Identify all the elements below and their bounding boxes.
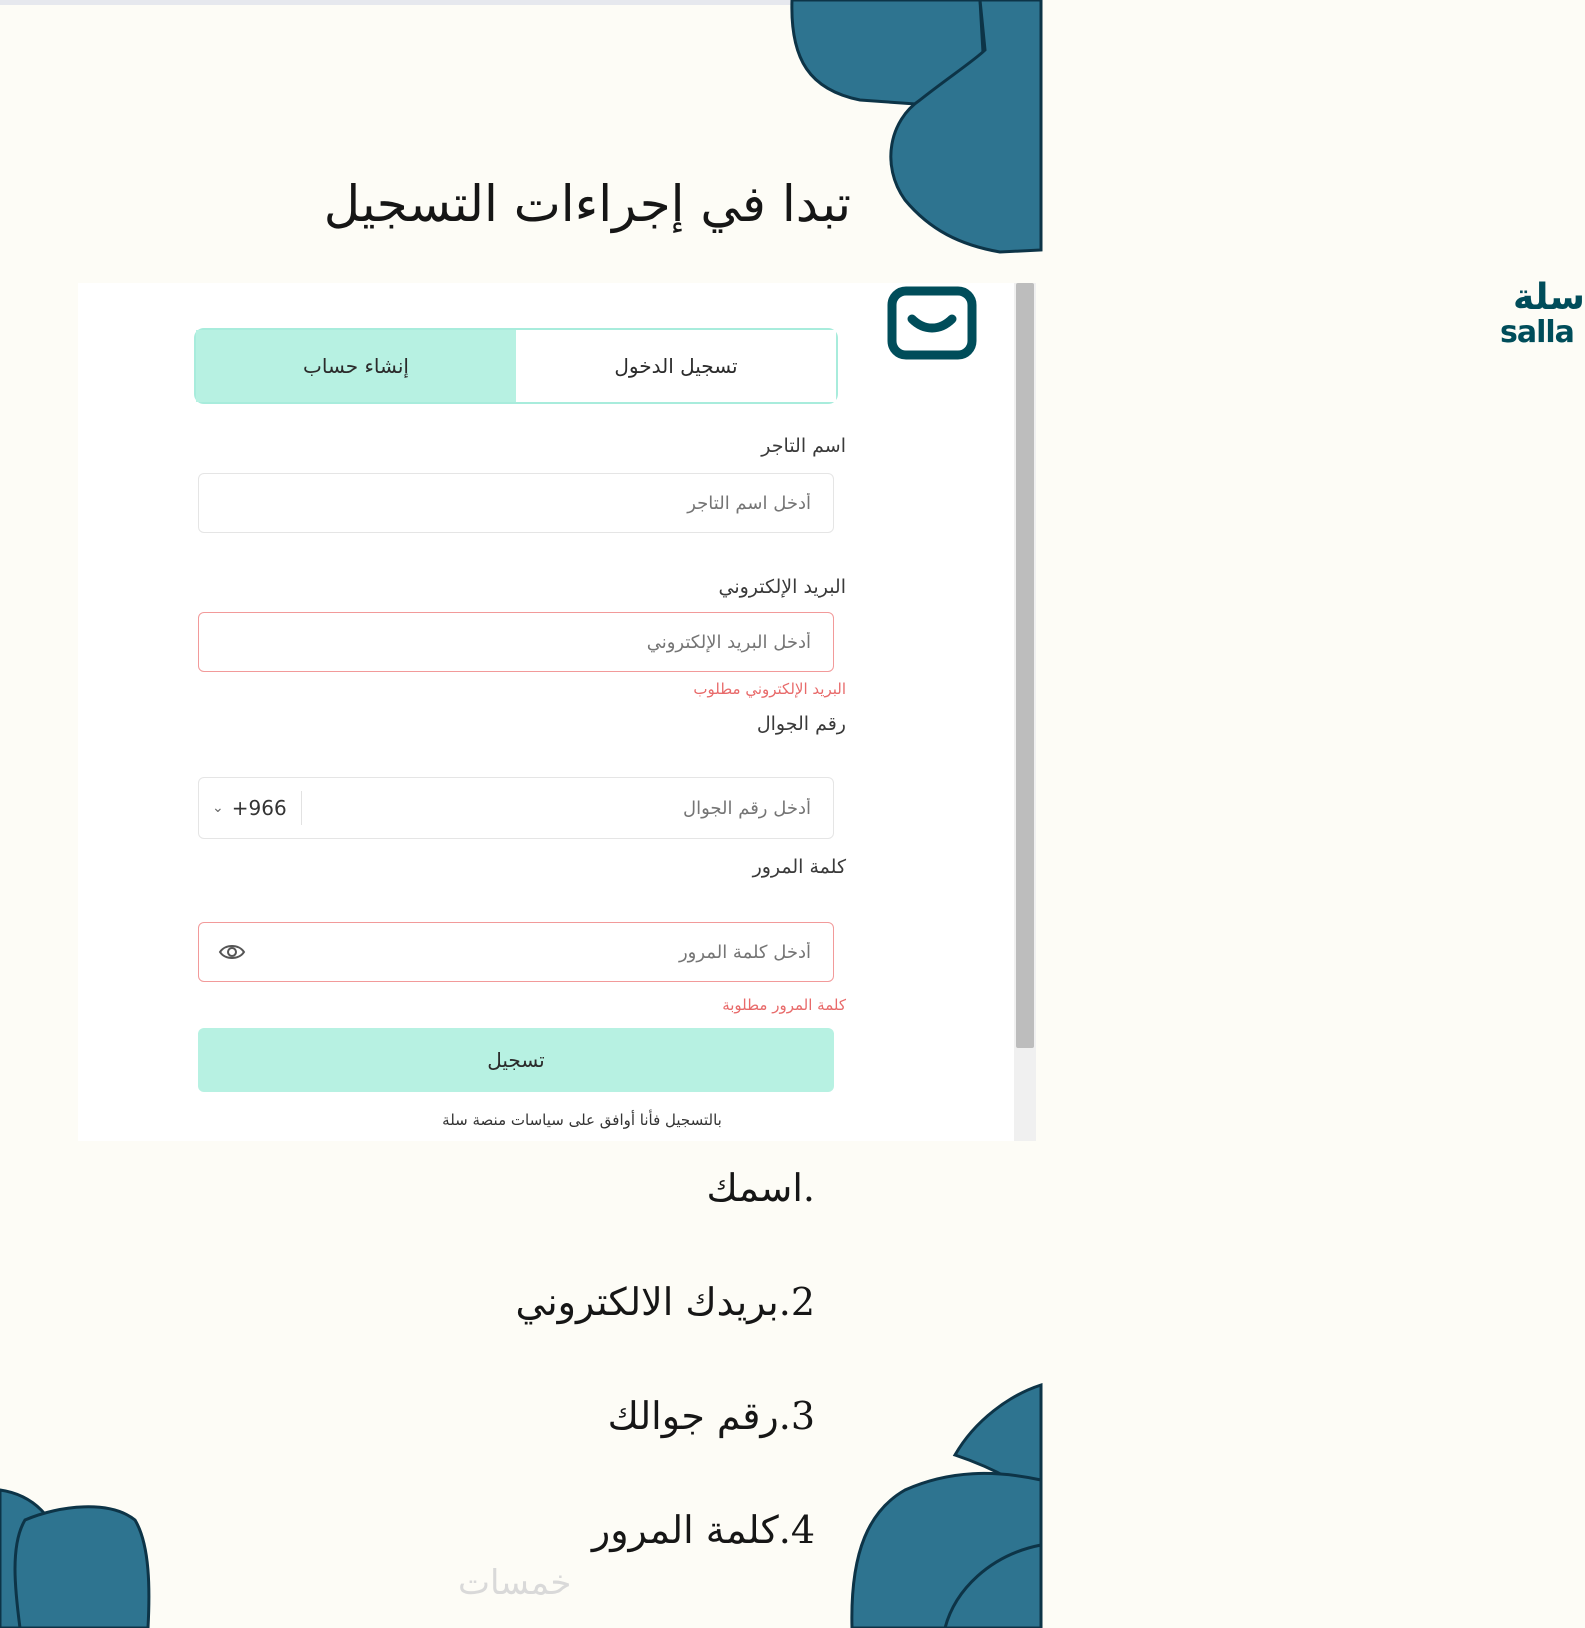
terms-text bbox=[78, 1111, 1014, 1129]
country-code-value: +966 bbox=[231, 796, 287, 820]
password-label: كلمة المرور bbox=[752, 856, 846, 878]
auth-tabs bbox=[194, 328, 838, 404]
slide-title: تبدا في إجراءات التسجيل bbox=[323, 175, 851, 233]
watermark-text: خمسات bbox=[458, 1563, 572, 1603]
blob-bottom-left-2 bbox=[15, 1507, 149, 1628]
scrollbar-thumb[interactable] bbox=[1016, 283, 1034, 1048]
password-input[interactable] bbox=[198, 922, 834, 982]
email-error: البريد الإلكتروني مطلوب bbox=[693, 680, 846, 698]
logo-arabic-text: سلة bbox=[1513, 277, 1585, 318]
phone-label: رقم الجوال bbox=[756, 713, 846, 735]
tab-login[interactable]: تسجيل الدخول bbox=[516, 330, 836, 402]
scrollbar[interactable] bbox=[1014, 283, 1036, 1141]
step-4: 4.كلمة المرور bbox=[591, 1508, 815, 1552]
password-field-group bbox=[198, 922, 834, 982]
password-error: كلمة المرور مطلوبة bbox=[722, 996, 846, 1014]
chevron-down-icon: ⌄ bbox=[212, 800, 224, 816]
email-input[interactable] bbox=[198, 612, 834, 672]
cart-bag-icon bbox=[878, 283, 978, 361]
step-3: 3.رقم جوالك bbox=[607, 1394, 815, 1438]
tab-signup[interactable]: إنشاء حساب bbox=[196, 330, 516, 402]
logo-latin-text: salla bbox=[1500, 315, 1574, 350]
register-button[interactable]: تسجيل bbox=[198, 1028, 834, 1092]
country-code-select[interactable] bbox=[212, 791, 302, 825]
embedded-signup-screenshot bbox=[78, 277, 1585, 1141]
terms-link[interactable]: بالتسجيل فأنا أوافق على سياسات منصة سلة bbox=[442, 1111, 722, 1129]
email-label: البريد الإلكتروني bbox=[718, 576, 846, 598]
eye-icon[interactable] bbox=[218, 939, 246, 965]
phone-field-group bbox=[198, 777, 834, 839]
merchant-name-input[interactable] bbox=[198, 473, 834, 533]
step-2: 2.بريدك الالكتروني bbox=[515, 1280, 815, 1324]
step-1: .اسمك bbox=[706, 1166, 815, 1210]
merchant-name-label: اسم التاجر bbox=[761, 435, 846, 457]
